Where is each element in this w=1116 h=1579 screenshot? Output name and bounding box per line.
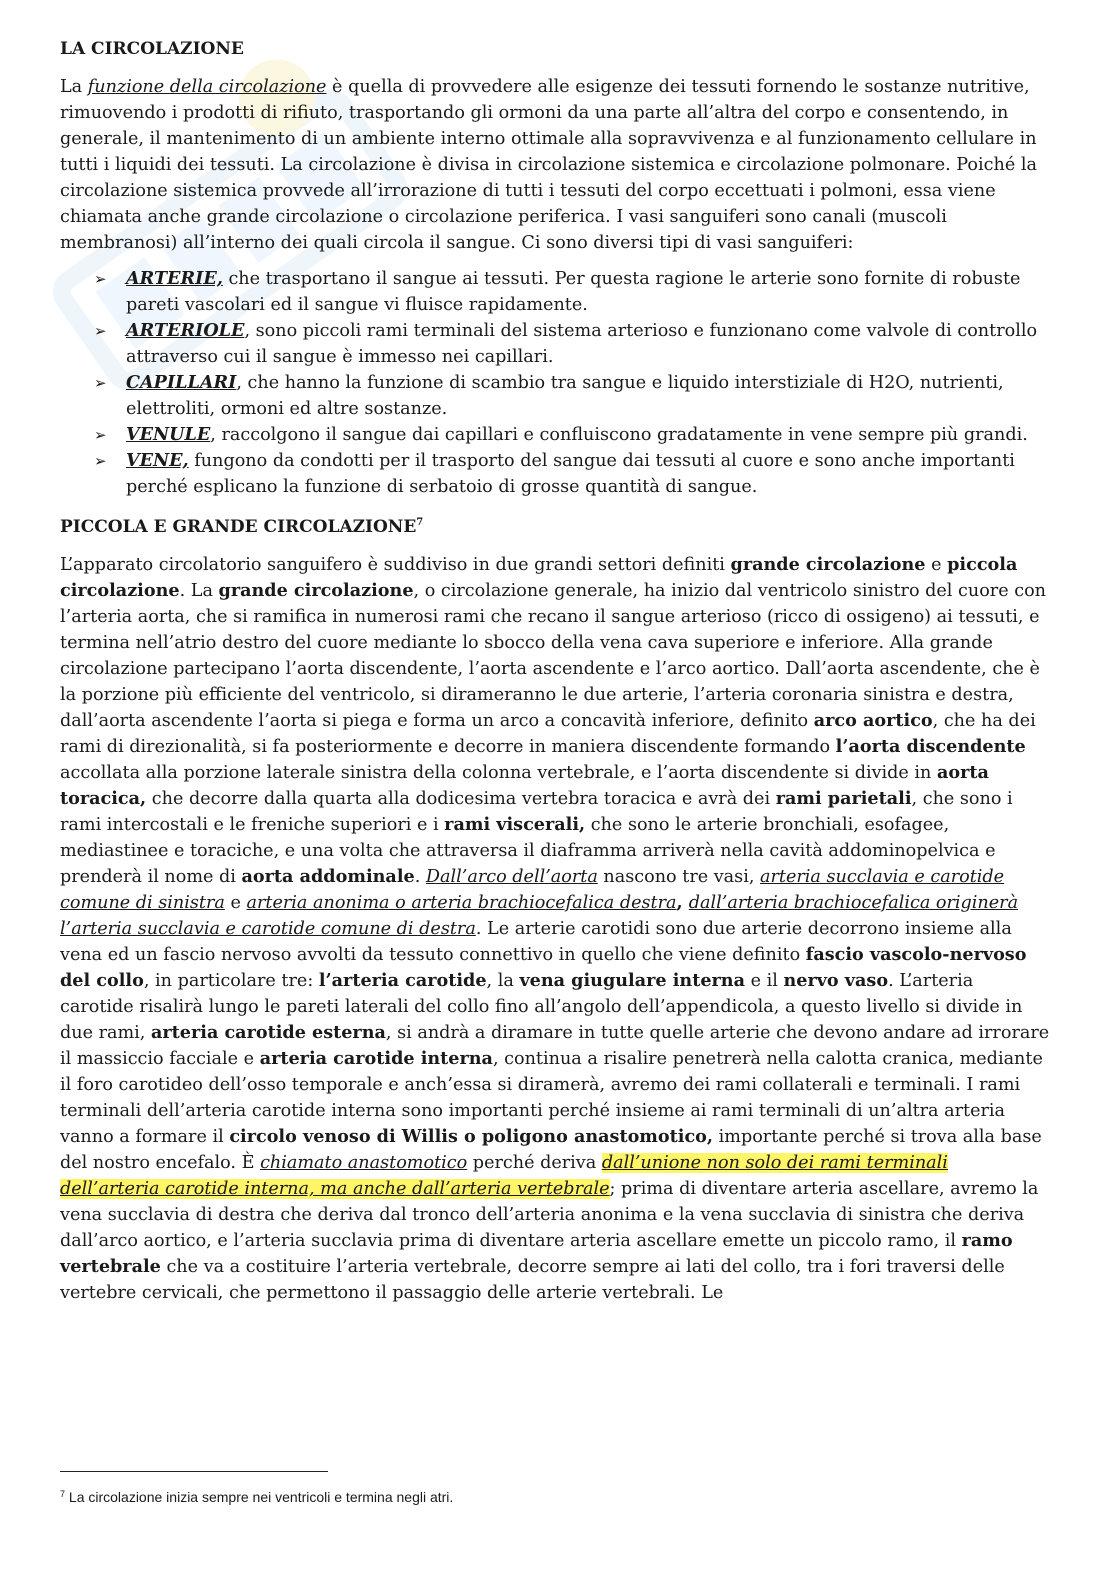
- list-item-arterie: ➢ ARTERIE, che trasportano il sangue ai tessuti. Per questa ragione le arterie sono fornite di robuste pareti vascolari ed il sangue vi fluisce rapidamente.: [94, 268, 1021, 315]
- arrow-bullet-icon: ➢: [94, 322, 107, 340]
- list-item-capillari: ➢ CAPILLARI, che hanno la funzione di scambio tra sangue e liquido interstiziale di H2O, nutrienti, elettroliti, ormoni ed altre sostanze.: [94, 372, 1004, 419]
- arrow-bullet-icon: ➢: [94, 270, 107, 288]
- footnote-reference[interactable]: 7: [416, 517, 424, 528]
- document-body: [60, 36, 1050, 1316]
- arrow-bullet-icon: ➢: [94, 374, 107, 392]
- list-item-vene: ➢ VENE, fungono da condotti per il trasporto del sangue dai tessuti al cuore e sono anche importanti perché esplicano la funzione di serbatoio di grosse quantità di sangue.: [94, 450, 1015, 497]
- section-title-piccola-grande: PICCOLA E GRANDE CIRCOLAZIONE$^7$: [60, 517, 424, 537]
- section-title-circolazione: LA CIRCOLAZIONE: [60, 39, 244, 59]
- footnote-divider: [60, 1471, 328, 1472]
- footnote: $^7$ La circolazione inizia sempre nei ventricoli e termina negli atri.: [60, 1489, 454, 1505]
- arrow-bullet-icon: ➢: [94, 452, 107, 470]
- highlighted-text: dall’unione non solo dei rami terminali dell’arteria carotide interna, ma anche dall’arteria vertebrale: [60, 1153, 948, 1199]
- circulation-paragraph: L’apparato circolatorio sanguifero è suddiviso in due grandi settori definiti grande circolazione e piccola circolazione. La grande circolazione, o circolazione generale, ha inizio dal ventricolo sinistro del cuore con l’arteria aorta, che si ramifica in numerosi rami che recano il sangue arterioso (ricco di ossigeno) ai tessuti, e termina nell’atrio destro del cuore mediante lo sbocco della vena cava superiore e inferiore. Alla grande circolazione partecipano l’aorta discendente, l’aorta ascendente e l’arco aortico. Dall’aorta ascendente, che è la porzione più efficiente del ventricolo, si dirameranno le due arterie, l’arteria coronaria sinistra e destra, dall’aorta ascendente l’aorta si piega e forma un arco a concavità inferiore, definito arco aortico, che ha dei rami di direzionalità, si fa posteriormente e decorre in maniera discendente formando l’aorta discendente accollata alla porzione laterale sinistra della colonna vertebrale, e l’aorta discendente si divide in aorta toracica, che decorre dalla quarta alla dodicesima vertebra toracica e avrà dei rami parietali, che sono i rami intercostali e le freniche superiori e i rami viscerali, che sono le arterie bronchiali, esofagee, mediastinee e toraciche, e una volta che attraversa il diaframma arriverà nella cavità addominopelvica e prenderà il nome di aorta addominale. Dall’arco dell’aorta nascono tre vasi, arteria succlavia e carotide comune di sinistra e arteria anonima o arteria brachiocefalica destra, dall’arteria brachiocefalica originerà l’arteria succlavia e carotide comune di destra. Le arterie carotidi sono due arterie decorrono insieme alla vena ed un fascio nervoso avvolti da tessuto connettivo in quello che viene definito fascio vascolo-nervoso del collo, in particolare tre: l’arteria carotide, la vena giugulare interna e il nervo vaso. L’arteria carotide risalirà lungo le pareti laterali del collo fino all’angolo dell’appendicola, a questo livello si divide in due rami, arteria carotide esterna, si andrà a diramare in tutte quelle arterie che devono andare ad irrorare il massiccio facciale e arteria carotide interna, continua a risalire penetrerà nella calotta cranica, mediante il foro carotideo dell’osso temporale e anch’essa si diramerà, avremo dei rami collaterali e terminali. I rami terminali dell’arteria carotide interna sono importanti perché insieme ai rami terminali di un’altra arteria vanno a formare il circolo venoso di Willis o poligono anastomotico, importante perché si trova alla base del nostro encefalo. È chiamato anastomotico perché deriva dall’unione non solo dei rami terminali dell’arteria carotide interna, ma anche dall’arteria vertebrale; prima di diventare arteria ascellare, avremo la vena succlavia di destra che deriva dal tronco dell’arteria anonima e la vena succlavia di sinistra che deriva dall’arco aortico, e l’arteria succlavia prima di diventare arteria ascellare emette un piccolo ramo, il ramo vertebrale che va a costituire l’arteria vertebrale, decorre sempre ai lati del collo, tra i fori traversi delle vertebre cervicali, che permettono il passaggio delle arterie vertebrali. Le: [60, 554, 1050, 1303]
- list-item-arteriole: ➢ ARTERIOLE, sono piccoli rami terminali del sistema arterioso e funzionano come valvole di controllo attraverso cui il sangue è immesso nei capillari.: [94, 320, 1038, 367]
- vessel-type-list: [60, 266, 1050, 500]
- arrow-bullet-icon: ➢: [94, 426, 107, 444]
- intro-paragraph: La funzione della circolazione è quella di provvedere alle esigenze dei tessuti fornendo le sostanze nutritive, rimuovendo i prodotti di rifiuto, trasportando gli ormoni da una parte all’altra del corpo e consentendo, in generale, il mantenimento di un ambiente interno ottimale alla sopravvivenza e al funzionamento cellulare in tutti i liquidi dei tessuti. La circolazione è divisa in circolazione sistemica e circolazione polmonare. Poiché la circolazione sistemica provvede all’irrorazione di tutti i tessuti del corpo eccettuati i polmoni, essa viene chiamata anche grande circolazione o circolazione periferica. I vasi sanguiferi sono canali (muscoli membranosi) all’interno dei quali circola il sangue. Ci sono diversi tipi di vasi sanguiferi:: [60, 77, 1037, 253]
- list-item-venule: ➢ VENULE, raccolgono il sangue dai capillari e confluiscono gradatamente in vene sempre più grandi.: [60, 422, 1050, 448]
